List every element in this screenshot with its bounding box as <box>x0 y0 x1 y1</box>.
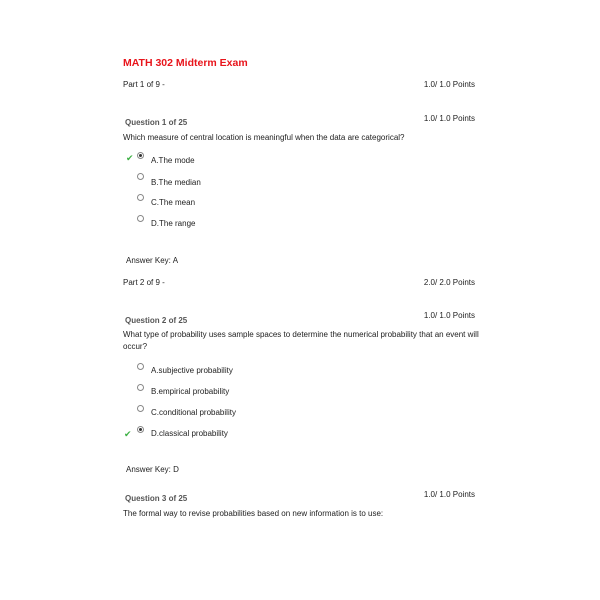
option-label[interactable]: D.classical probability <box>151 429 228 438</box>
question-header: Question 3 of 25 <box>125 494 188 503</box>
question-text: Which measure of central location is meaningful when the data are categorical? <box>123 133 405 142</box>
part-points: 2.0/ 2.0 Points <box>423 278 475 287</box>
answer-key: Answer Key: D <box>126 465 179 474</box>
answer-key: Answer Key: A <box>126 256 179 265</box>
option-label[interactable]: A.subjective probability <box>151 366 233 375</box>
part-label: Part 2 of 9 - <box>123 278 165 287</box>
part-points: 1.0/ 1.0 Points <box>423 80 475 89</box>
part-label: Part 1 of 9 - <box>123 80 165 89</box>
option-radio[interactable] <box>137 215 144 222</box>
option-label[interactable]: A.The mode <box>151 156 195 165</box>
option-radio[interactable] <box>137 363 144 370</box>
option-radio[interactable] <box>137 405 144 412</box>
option-label[interactable]: B.The median <box>151 178 201 187</box>
option-label[interactable]: C.The mean <box>151 198 196 207</box>
option-label[interactable]: C.conditional probability <box>151 408 236 417</box>
question-text-line2: occur? <box>123 342 148 351</box>
correct-check-icon: ✔ <box>124 429 132 439</box>
option-radio[interactable] <box>137 426 144 433</box>
question-text-line1: What type of probability uses sample spaces to determine the numerical probability that an event will <box>123 330 479 339</box>
question-text: The formal way to revise probabilities based on new information is to use: <box>123 509 384 518</box>
option-radio[interactable] <box>137 194 144 201</box>
question-points: 1.0/ 1.0 Points <box>423 114 475 123</box>
option-radio[interactable] <box>137 152 144 159</box>
question-points: 1.0/ 1.0 Points <box>423 490 475 499</box>
correct-check-icon: ✔ <box>126 153 134 163</box>
question-header: Question 1 of 25 <box>125 118 188 127</box>
exam-title: MATH 302 Midterm Exam <box>123 57 248 69</box>
question-points: 1.0/ 1.0 Points <box>423 311 475 320</box>
option-radio[interactable] <box>137 173 144 180</box>
option-label[interactable]: B.empirical probability <box>151 387 230 396</box>
question-header: Question 2 of 25 <box>125 316 188 325</box>
option-label[interactable]: D.The range <box>151 219 196 228</box>
option-radio[interactable] <box>137 384 144 391</box>
